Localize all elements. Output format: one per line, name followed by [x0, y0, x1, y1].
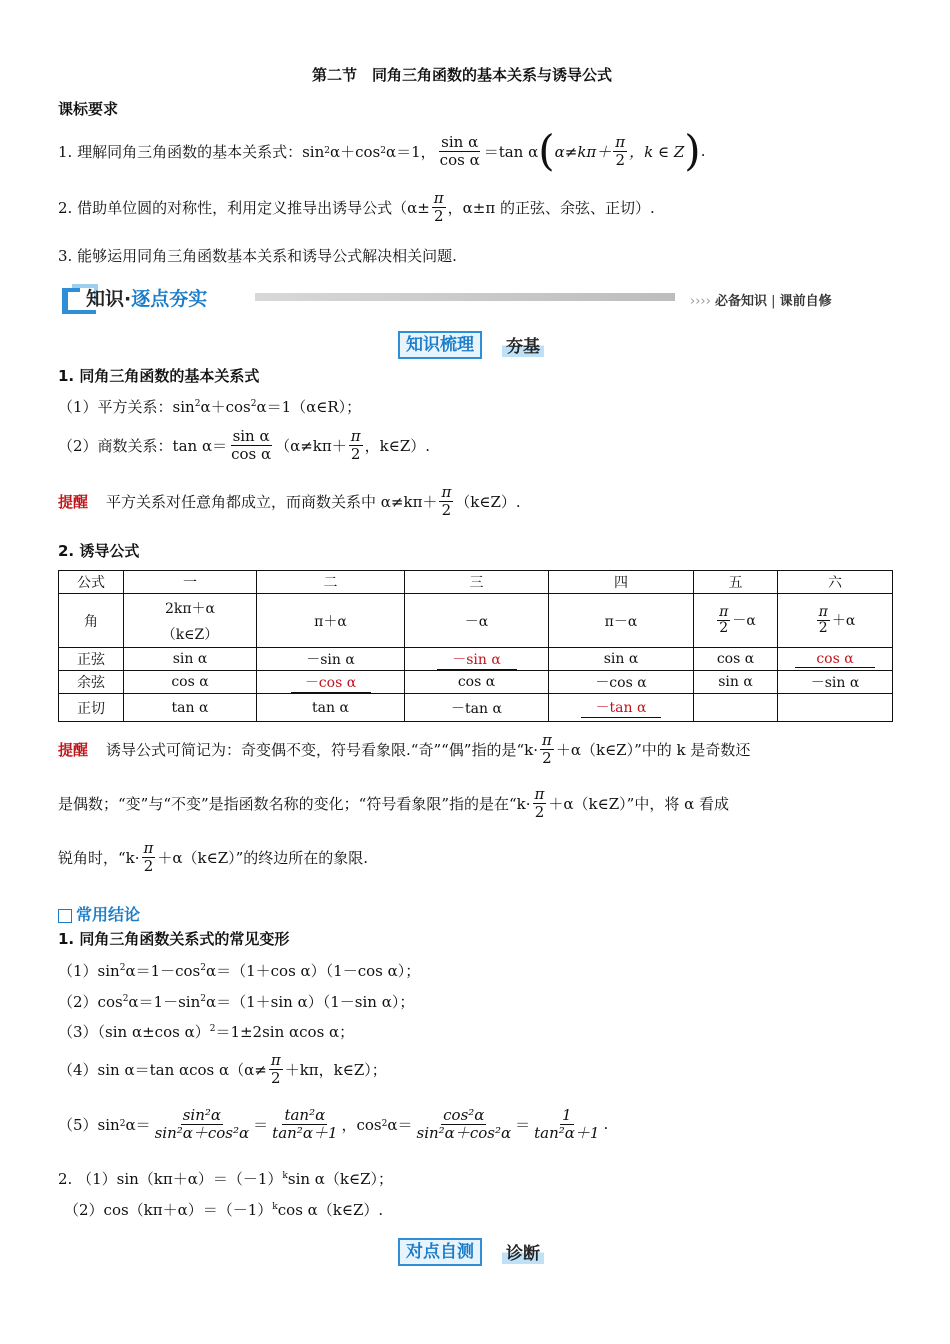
remind-2-line-3: 锐角时，“k· $\frac{\pi}{2}$ ＋α（k∈Z）”的终边所在的象限.: [58, 839, 369, 875]
conclusions-sub-1: 1. 同角三角函数关系式的常见变形: [58, 930, 290, 948]
selftest-tag-suffix: 诊断: [502, 1239, 544, 1264]
conclusion-3: （3）（sin α±cos α）$^2$＝1±2sin αcos α；: [58, 1023, 355, 1041]
conclusions-heading: 常用结论: [58, 902, 140, 925]
square-relation: （1）平方关系：$\sin^2\alpha+\cos^2\alpha=1(\alpha\in R)$；: [58, 398, 362, 416]
table-row: 正弦 sin α －sin α －sin α sin α cos α cos α: [59, 648, 893, 671]
remind-2-line-2: 是偶数；“变”与“不变”是指函数名称的变化；“符号看象限”指的是在“k· $\frac{\pi}{2}$ ＋α（k∈Z）”中，将 α 看成: [58, 785, 729, 821]
remind-2-line-1: 提醒 诱导公式可简记为：奇变偶不变，符号看象限.“奇”“偶”指的是“k· $\frac{\pi}{2}$ ＋α（k∈Z）”中的 k 是奇数还: [58, 731, 751, 767]
table-header-row: [59, 571, 893, 594]
conclusion-1: $(1)\sin^2\alpha=1-\cos^2\alpha=(1+\cos$ α）（1－cos α）；: [58, 962, 421, 980]
conclusion-5: （5）sin 2 α＝ $\frac{\text{sin²α}}{\text{sin²α＋cos²α}}$ ＝ $\frac{\text{tan²α}}{\text{tan²α＋1}}$ ，cos 2 α＝ $\frac{\text{cos²α}}{\text{sin²α＋cos²α}}$ ＝ $\frac{1}{\text{tan²α＋1}}$ .: [58, 1106, 609, 1142]
requirements-heading: 课标要求: [58, 100, 119, 118]
table-header: 五: [694, 571, 778, 594]
section1-heading: 1. 同角三角函数的基本关系式: [58, 367, 260, 385]
table-header: 公式: [59, 571, 124, 594]
table-header: 六: [778, 571, 893, 594]
banner-right: ›››› 必备知识 | 课前自修: [690, 294, 832, 309]
table-header: 三: [405, 571, 549, 594]
conclusion-2: $(2)\cos^2\alpha=1-\sin^2\alpha=(1+\sin$ α）（1－sin α）；: [58, 993, 415, 1011]
requirement-3: 3. 能够运用同角三角函数基本关系和诱导公式解决相关问题.: [58, 247, 457, 265]
requirement-1: 1. 理解同角三角函数的基本关系式：sin 2 α＋cos 2 α＝1， $\frac{\text{sin α}}{\text{cos α}}$ ＝tan α ( α≠kπ＋ $\frac{\pi}{2}$ ，k ∈ Z ) .: [58, 126, 706, 175]
conclusion-2-1: 2. $(1)\sin(k\pi+\alpha)=(-1)^k\sin$ α（k∈Z）；: [58, 1170, 394, 1188]
conclusion-4: （4）sin α＝tan αcos α（α≠ $\frac{\pi}{2}$ ＋kπ，k∈Z）；: [58, 1051, 387, 1087]
answer-blank: －cos α: [291, 672, 371, 693]
conclusion-2-2: $(2)\cos(k\pi+\alpha)=(-1)^k\cos$ α（k∈Z）.: [64, 1201, 384, 1219]
table-row: 角 2kπ＋α （k∈Z） π＋α －α π－α $\frac{\pi}{2}$ －α $\frac{\pi}{2}$ ＋α: [59, 594, 893, 648]
banner-divider: [255, 293, 675, 301]
table-row: 余弦 cos α －cos α cos α －cos α sin α －sin α: [59, 671, 893, 694]
answer-blank: －tan α: [581, 697, 661, 718]
table-header: 一: [124, 571, 257, 594]
quotient-relation: （2）商数关系：tan α＝ $\frac{\text{sin α}}{\text{cos α}}$ （α≠kπ＋ $\frac{\pi}{2}$ ，k∈Z）.: [58, 427, 431, 463]
remind-label: 提醒: [58, 740, 89, 759]
remind-label: 提醒: [58, 492, 89, 511]
remind-1: 提醒 平方关系对任意角都成立，而商数关系中 α≠kπ＋ $\frac{\pi}{2}$ （k∈Z）.: [58, 483, 521, 519]
answer-blank: －sin α: [437, 649, 517, 670]
requirement-2: 2. 借助单位圆的对称性，利用定义推导出诱导公式（α± $\frac{\pi}{2}$ ，α±π 的正弦、余弦、正切）.: [58, 189, 655, 225]
section2-heading: 2. 诱导公式: [58, 542, 140, 560]
induction-formula-table: [58, 570, 893, 722]
sin-over-cos-fraction: $\frac{\text{sin α}}{\text{cos α}}$: [439, 133, 480, 169]
knowledge-tag-suffix: 夯基: [502, 332, 544, 357]
answer-blank: cos α: [795, 651, 875, 668]
banner-title: 知识·逐点夯实: [86, 288, 208, 310]
table-row: 正切 tan α tan α －tan α －tan α: [59, 694, 893, 722]
square-icon: [58, 909, 72, 923]
table-header: 二: [257, 571, 405, 594]
knowledge-tag: 知识梳理: [398, 331, 482, 359]
selftest-tag: 对点自测: [398, 1238, 482, 1266]
table-header: 四: [549, 571, 694, 594]
page-title: 第二节 同角三角函数的基本关系与诱导公式: [312, 66, 613, 84]
